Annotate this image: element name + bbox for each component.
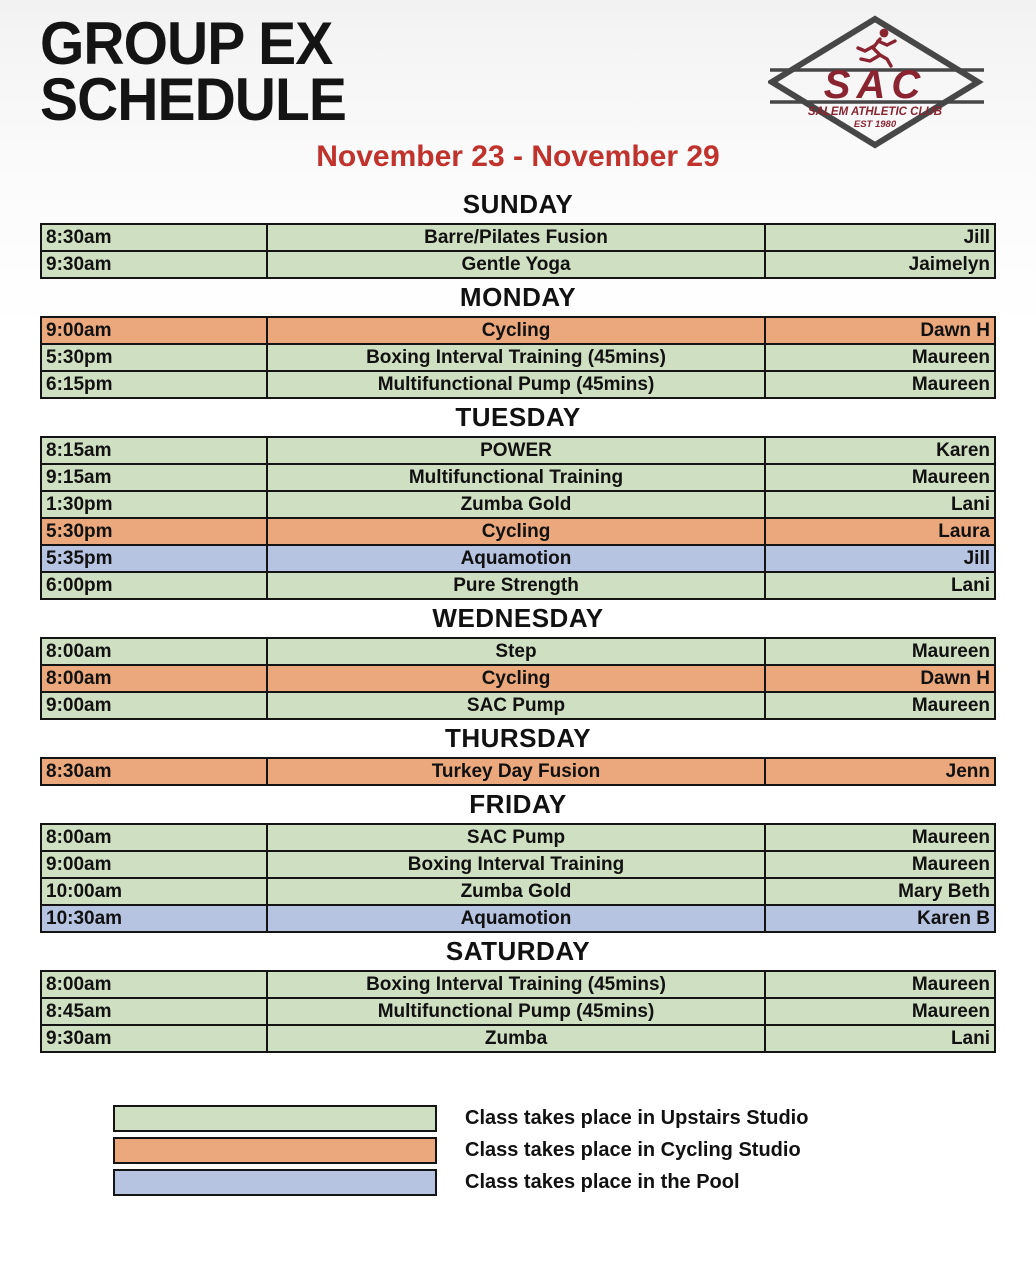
class-instructor: Maureen — [911, 694, 990, 716]
day-header: THURSDAY — [444, 723, 592, 753]
class-time: 10:00am — [42, 879, 268, 904]
class-name: Zumba Gold — [268, 492, 766, 517]
page-title-line2: SCHEDULE — [40, 65, 346, 133]
class-instructor: Karen — [936, 439, 990, 461]
class-row — [42, 345, 994, 372]
class-name: Pure Strength — [268, 573, 766, 598]
class-row — [42, 999, 994, 1026]
sac-logo-icon — [768, 14, 986, 152]
class-instructor: Lani — [950, 493, 990, 515]
class-name: Zumba — [268, 1026, 766, 1051]
class-name: Cycling — [268, 318, 766, 343]
class-row — [42, 519, 994, 546]
legend-swatch — [113, 1169, 437, 1196]
day-section — [40, 402, 996, 600]
schedule — [40, 189, 996, 1053]
day-header: WEDNESDAY — [432, 603, 604, 633]
class-instructor: Maureen — [911, 1000, 990, 1022]
class-name: Aquamotion — [268, 906, 766, 931]
class-name: Turkey Day Fusion — [268, 759, 766, 784]
class-time: 9:00am — [42, 318, 268, 343]
class-time: 9:00am — [42, 693, 268, 718]
class-row — [42, 546, 994, 573]
class-row — [42, 225, 994, 252]
class-time: 5:35pm — [42, 546, 268, 571]
class-time: 8:00am — [42, 825, 268, 850]
legend-row — [113, 1137, 1036, 1164]
class-name: Zumba Gold — [268, 879, 766, 904]
class-row — [42, 492, 994, 519]
logo-club-name: SALEM ATHLETIC CLUB — [807, 106, 943, 118]
class-row — [42, 372, 994, 397]
class-instructor: Maureen — [911, 373, 990, 395]
legend-swatch — [113, 1105, 437, 1132]
class-instructor: Laura — [938, 520, 990, 542]
class-row — [42, 318, 994, 345]
class-instructor: Jenn — [945, 760, 990, 782]
class-time: 1:30pm — [42, 492, 268, 517]
class-row — [42, 972, 994, 999]
class-name: Boxing Interval Training — [268, 852, 766, 877]
class-instructor: Dawn H — [920, 319, 990, 341]
class-time: 9:30am — [42, 252, 268, 277]
day-table — [40, 223, 996, 279]
class-name: Cycling — [268, 666, 766, 691]
day-table — [40, 823, 996, 933]
class-row — [42, 852, 994, 879]
day-section — [40, 789, 996, 933]
class-time: 10:30am — [42, 906, 268, 931]
class-time: 8:30am — [42, 225, 268, 250]
class-time: 9:30am — [42, 1026, 268, 1051]
legend-swatch — [113, 1137, 437, 1164]
class-name: Cycling — [268, 519, 766, 544]
class-time: 8:30am — [42, 759, 268, 784]
legend-label: Class takes place in Upstairs Studio — [465, 1107, 809, 1129]
day-table — [40, 757, 996, 786]
class-instructor: Maureen — [911, 826, 990, 848]
class-name: POWER — [268, 438, 766, 463]
page-title — [40, 10, 346, 133]
day-table — [40, 970, 996, 1053]
class-instructor: Jill — [963, 547, 990, 569]
class-row — [42, 879, 994, 906]
day-table — [40, 637, 996, 720]
class-instructor: Jaimelyn — [908, 253, 990, 275]
class-name: Aquamotion — [268, 546, 766, 571]
class-name: Barre/Pilates Fusion — [268, 225, 766, 250]
class-instructor: Maureen — [911, 853, 990, 875]
day-section — [40, 189, 996, 279]
class-name: Multifunctional Training — [268, 465, 766, 490]
class-name: SAC Pump — [268, 825, 766, 850]
class-time: 8:45am — [42, 999, 268, 1024]
day-section — [40, 936, 996, 1053]
class-instructor: Jill — [963, 226, 990, 248]
legend-row — [113, 1169, 1036, 1196]
class-instructor: Karen B — [917, 907, 990, 929]
date-range: November 23 - November 29 — [316, 140, 720, 173]
day-header: TUESDAY — [455, 402, 581, 432]
class-row — [42, 759, 994, 784]
day-header: SUNDAY — [462, 189, 574, 219]
day-table — [40, 436, 996, 600]
class-row — [42, 465, 994, 492]
page-title-line1: GROUP EX — [40, 10, 333, 77]
day-header: FRIDAY — [469, 789, 567, 819]
class-name: Boxing Interval Training (45mins) — [268, 345, 766, 370]
class-time: 8:00am — [42, 666, 268, 691]
class-row — [42, 438, 994, 465]
day-section — [40, 723, 996, 786]
class-name: SAC Pump — [268, 693, 766, 718]
class-name: Multifunctional Pump (45mins) — [268, 999, 766, 1024]
class-time: 6:15pm — [42, 372, 268, 397]
class-row — [42, 639, 994, 666]
class-instructor: Lani — [950, 574, 990, 596]
class-row — [42, 825, 994, 852]
class-row — [42, 1026, 994, 1051]
class-time: 8:15am — [42, 438, 268, 463]
class-time: 8:00am — [42, 639, 268, 664]
legend — [113, 1105, 1036, 1196]
class-instructor: Lani — [950, 1027, 990, 1049]
page-header — [0, 0, 1036, 186]
class-instructor: Maureen — [911, 640, 990, 662]
day-header: MONDAY — [459, 282, 577, 312]
class-name: Gentle Yoga — [268, 252, 766, 277]
class-row — [42, 573, 994, 598]
class-instructor: Dawn H — [920, 667, 990, 689]
class-time: 9:15am — [42, 465, 268, 490]
class-name: Multifunctional Pump (45mins) — [268, 372, 766, 397]
class-instructor: Mary Beth — [898, 880, 990, 902]
class-time: 5:30pm — [42, 519, 268, 544]
runner-icon — [858, 29, 895, 66]
class-time: 9:00am — [42, 852, 268, 877]
class-row — [42, 693, 994, 718]
legend-label: Class takes place in Cycling Studio — [465, 1139, 801, 1161]
class-instructor: Maureen — [911, 973, 990, 995]
day-section — [40, 282, 996, 399]
class-row — [42, 252, 994, 277]
class-name: Step — [268, 639, 766, 664]
logo-acronym: SAC — [823, 63, 927, 107]
legend-row — [113, 1105, 1036, 1132]
class-time: 6:00pm — [42, 573, 268, 598]
logo-est: EST 1980 — [853, 119, 897, 130]
class-name: Boxing Interval Training (45mins) — [268, 972, 766, 997]
legend-label: Class takes place in the Pool — [465, 1171, 740, 1193]
day-section — [40, 603, 996, 720]
day-table — [40, 316, 996, 399]
class-instructor: Maureen — [911, 466, 990, 488]
class-row — [42, 906, 994, 931]
day-header: SATURDAY — [445, 936, 591, 966]
class-time: 5:30pm — [42, 345, 268, 370]
class-row — [42, 666, 994, 693]
class-instructor: Maureen — [911, 346, 990, 368]
sac-logo — [768, 14, 986, 157]
class-time: 8:00am — [42, 972, 268, 997]
